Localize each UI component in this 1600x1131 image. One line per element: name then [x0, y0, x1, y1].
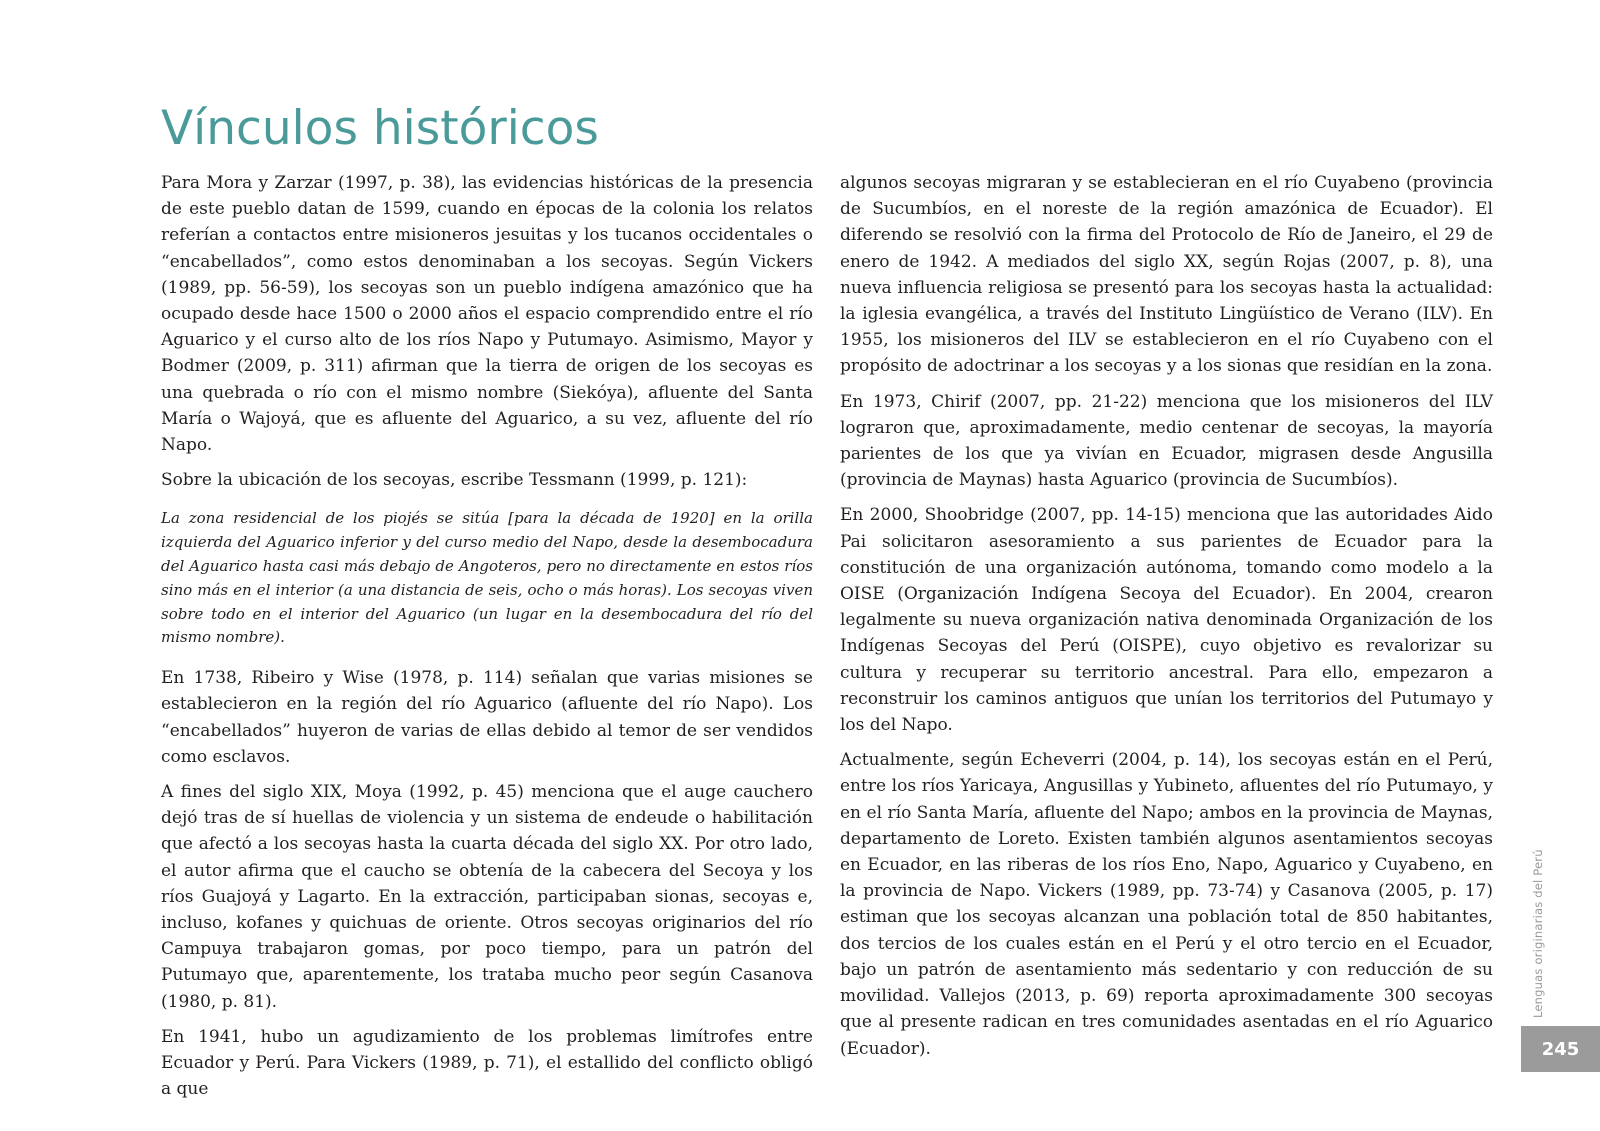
paragraph: En 1738, Ribeiro y Wise (1978, p. 114) señalan que varias misiones se establecieron en la región del río Aguarico (afluente del río Napo). Los “encabellados” huyeron de varias de ellas debido al temor de ser vendidos como esclavos.: [161, 668, 813, 767]
paragraph: Para Mora y Zarzar (1997, p. 38), las evidencias históricas de la presencia de este pueblo datan de 1599, cuando en épocas de la colonia los relatos referían a contactos entre misioneros jesuitas y los tucanos occidentales o “encabellados”, como estos denominaban a los secoyas. Según Vickers (1989, pp. 56-59), los secoyas son un pueblo indígena amazónico que ha ocupado desde hace 1500 o 2000 años el espacio comprendido entre el río Aguarico y el curso alto de los ríos Napo y Putumayo. Asimismo, Mayor y Bodmer (2009, p. 311) afirman que la tierra de origen de los secoyas es una quebrada o río con el mismo nombre (Siekóya), afluente del Santa María o Wajoyá, que es afluente del Aguarico, a su vez, afluente del río Napo.: [161, 173, 813, 456]
page-title: Vínculos históricos: [161, 101, 599, 156]
paragraph: En 1973, Chirif (2007, pp. 21-22) menciona que los misioneros del ILV lograron que, aproximadamente, medio centenar de secoyas, la mayoría parientes de los que ya vivían en Ecuador, migrasen desde Angusilla (provincia de Maynas) hasta Aguarico (provincia de Sucumbíos).: [840, 391, 1493, 491]
paragraph: En 1941, hubo un agudizamiento de los problemas limítrofes entre Ecuador y Perú. Para Vickers (1989, p. 71), el estallido del conflicto obligó a que: [161, 1026, 813, 1100]
running-section-label: Lenguas originarias del Perú: [1531, 849, 1545, 1018]
block-quote: La zona residencial de los piojés se sitúa [para la década de 1920] en la orilla izquierda del Aguarico inferior y del curso medio del Napo, desde la desembocadura del Aguarico hasta casi más debajo de Angoteros, pero no directamente en estos ríos sino más en el interior (a una distancia de seis, ocho o más horas). Los secoyas viven sobre todo en el interior del Aguarico (un lugar en la desembocadura del río del mismo nombre).: [161, 509, 813, 647]
page-number-box: [1521, 1026, 1600, 1072]
right-column: [840, 170, 1493, 1071]
page-number: 245: [1541, 1038, 1580, 1060]
paragraph: algunos secoyas migraran y se establecieran en el río Cuyabeno (provincia de Sucumbíos, en el noreste de la región amazónica de Ecuador). El diferendo se resolvió con la firma del Protocolo de Río de Janeiro, el 29 de enero de 1942. A mediados del siglo XX, según Rojas (2007, p. 8), una nueva influencia religiosa se presentó para los secoyas hasta la actualidad: la iglesia evangélica, a través del Instituto Lingüístico de Verano (ILV). En 1955, los misioneros del ILV se establecieron en el río Cuyabeno con el propósito de adoctrinar a los secoyas y a los sionas que residían en la zona.: [840, 173, 1493, 377]
paragraph: A fines del siglo XIX, Moya (1992, p. 45) menciona que el auge cauchero dejó tras de sí huellas de violencia y un sistema de endeude o habilitación que afectó a los secoyas hasta la cuarta década del siglo XX. Por otro lado, el autor afirma que el caucho se obtenía de la cabecera del Secoya y los ríos Guajoyá y Lagarto. En la extracción, participaban sionas, secoyas e, incluso, kofanes y quichuas de oriente. Otros secoyas originarios del río Campuya trabajaron gomas, por poco tiempo, para un patrón del Putumayo que, aparentemente, los trataba mucho peor según Casanova (1980, p. 81).: [161, 782, 813, 1012]
paragraph: Actualmente, según Echeverri (2004, p. 14), los secoyas están en el Perú, entre los ríos Yaricaya, Angusillas y Yubineto, afluentes del río Putumayo, y en el río Santa María, afluente del Napo; ambos en la provincia de Maynas, departamento de Loreto. Existen también algunos asentamientos secoyas en Ecuador, en las riberas de los ríos Eno, Napo, Aguarico y Cuyabeno, en la provincia de Napo. Vickers (1989, pp. 73-74) y Casanova (2005, p. 17) estiman que los secoyas alcanzan una población total de 850 habitantes, dos tercios de los cuales están en el Perú y el otro tercio en el Ecuador, bajo un patrón de asentamiento más sedentario y con reducción de su movilidad. Vallejos (2013, p. 69) reporta aproximadamente 300 secoyas que al presente radican en tres comunidades asentadas en el río Aguarico (Ecuador).: [840, 750, 1493, 1059]
paragraph: Sobre la ubicación de los secoyas, escribe Tessmann (1999, p. 121):: [161, 470, 748, 491]
left-column: [161, 170, 813, 1111]
paragraph: En 2000, Shoobridge (2007, pp. 14-15) menciona que las autoridades Aido Pai solicitaron asesoramiento a sus parientes de Ecuador para la constitución de una organización autónoma, tomando como modelo a la OISE (Organización Indígena Secoya del Ecuador). En 2004, crearon legalmente su nueva organización nativa denominada Organización de los Indígenas Secoyas del Perú (OISPE), cuyo objetivo es revalorizar su cultura y recuperar su territorio ancestral. Para ello, empezaron a reconstruir los caminos antiguos que unían los territorios del Putumayo y los del Napo.: [840, 505, 1493, 736]
